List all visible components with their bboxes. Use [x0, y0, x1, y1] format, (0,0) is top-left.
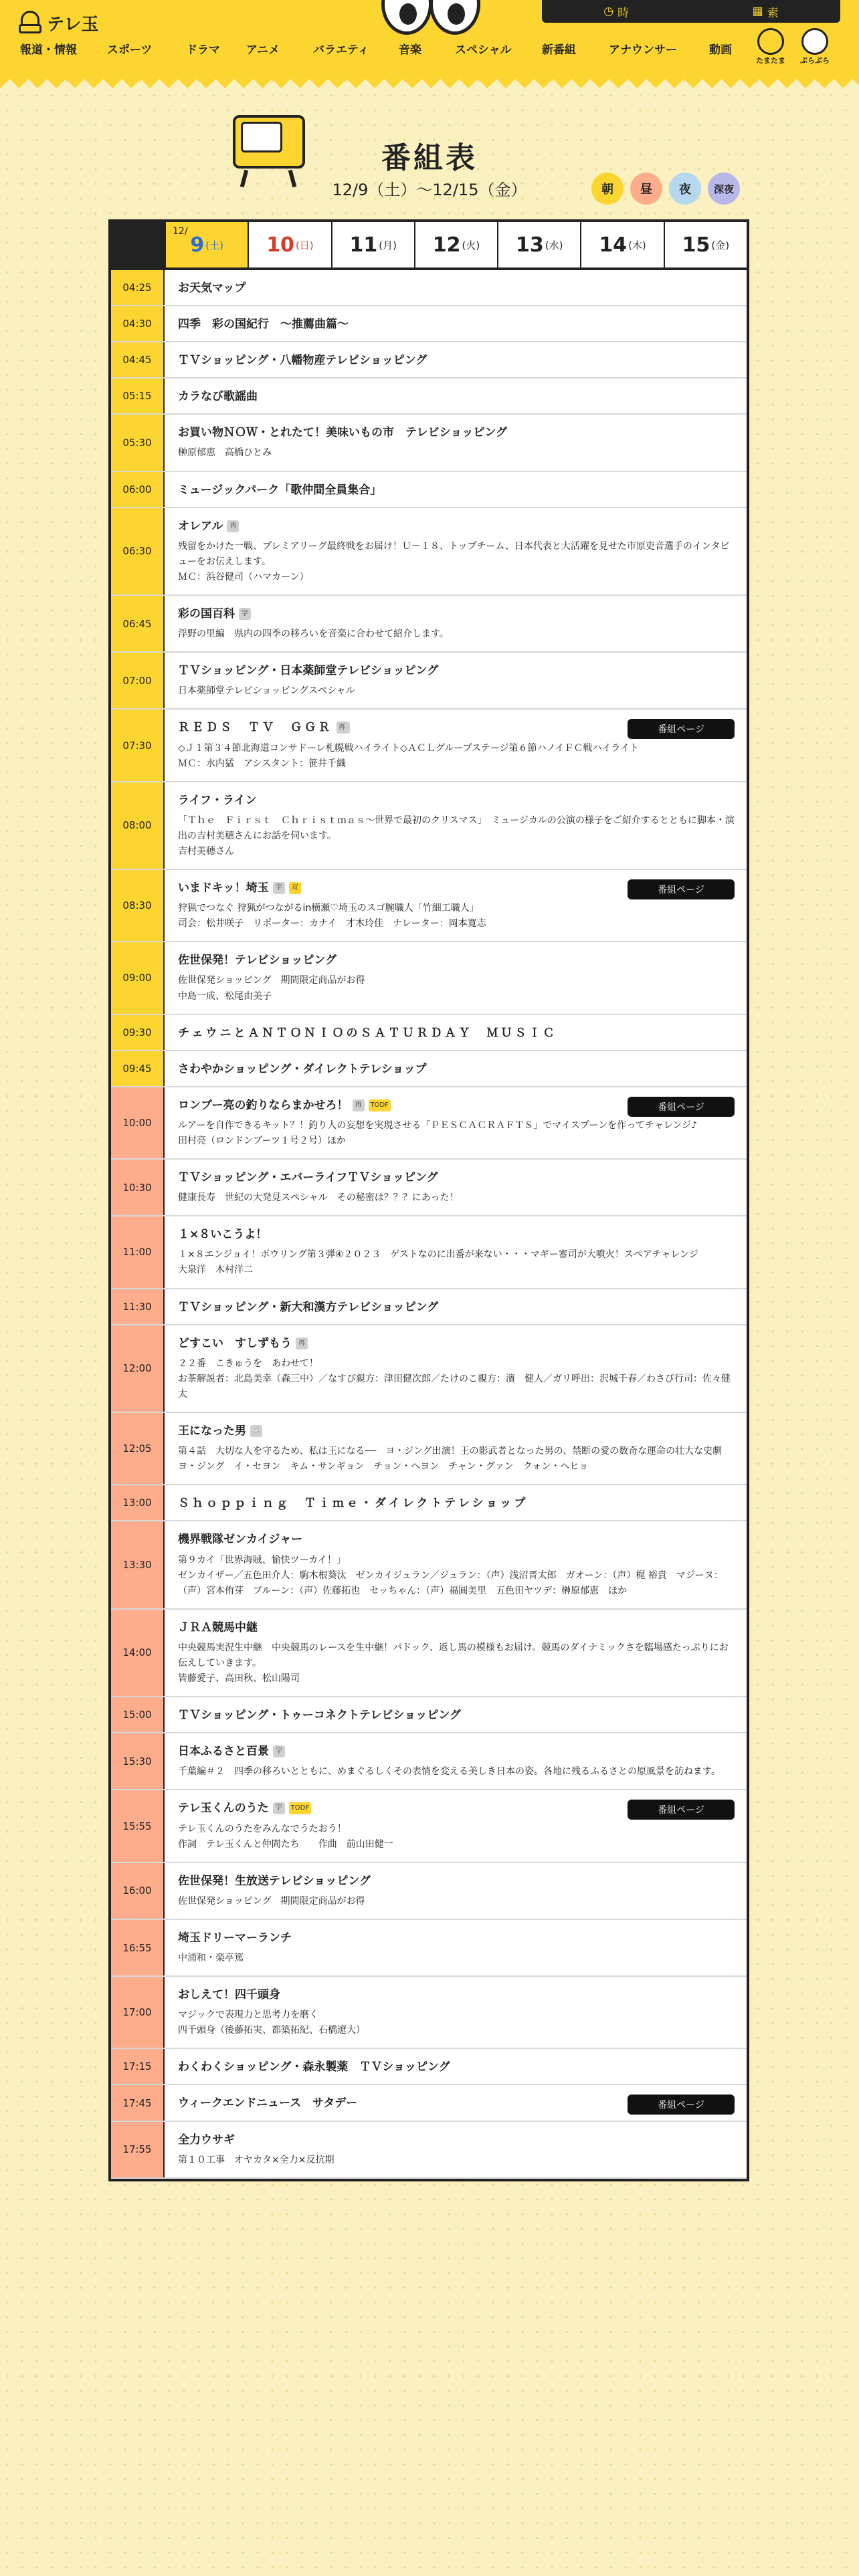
program-cell[interactable]: [165, 1733, 747, 1789]
program-title-text: どすこい すしずもう: [178, 1336, 292, 1350]
program-badge: 字: [273, 1745, 285, 1757]
day-tab[interactable]: [580, 222, 663, 267]
program-title[interactable]: [178, 1744, 735, 1759]
program-description: 日本薬師堂テレビショッピングスペシャル: [178, 685, 355, 697]
program-title-text: 機界戦隊ゼンカイジャー: [178, 1533, 303, 1547]
day-tab[interactable]: [331, 222, 414, 267]
program-description: 狩猟でつなぐ 狩猟がつながるin横瀬♡埼玉のスゴ腕職人「竹細工職人」: [178, 903, 479, 914]
nav-item[interactable]: 報道・情報: [20, 43, 77, 57]
program-cell[interactable]: [165, 270, 747, 305]
program-badge: 再: [337, 722, 350, 734]
tamatama-link[interactable]: たまたま: [756, 28, 785, 67]
program-time: 09:45: [111, 1051, 165, 1086]
program-cell[interactable]: [165, 1413, 747, 1484]
program-badge: TODF: [289, 1802, 311, 1814]
program-title[interactable]: [178, 1708, 735, 1723]
program-row: [111, 1610, 747, 1697]
program-title-text: いまドキッ！埼玉: [178, 881, 269, 895]
program-row: [111, 870, 747, 942]
date-range: 12/9（土）〜12/15（金）: [332, 181, 527, 199]
program-title[interactable]: [178, 1496, 735, 1511]
program-cell[interactable]: [165, 942, 747, 1013]
month-label: 12/: [173, 226, 188, 237]
program-row: [111, 1087, 747, 1160]
program-row: [111, 1015, 747, 1051]
header-zigzag: [0, 79, 859, 98]
program-title-text: カラなび歌謡曲: [178, 390, 258, 404]
program-title[interactable]: [178, 281, 735, 296]
program-title[interactable]: [178, 519, 735, 534]
site-logo[interactable]: [19, 9, 98, 36]
program-title[interactable]: [178, 1170, 735, 1185]
day-tab[interactable]: [165, 222, 248, 267]
program-description: 榊原郁恵 高橋ひとみ: [178, 447, 272, 459]
program-cell[interactable]: [165, 472, 747, 507]
program-cell[interactable]: [165, 1015, 747, 1050]
program-badge: 字: [239, 608, 251, 620]
nav-item[interactable]: スポーツ: [107, 43, 153, 57]
program-cell[interactable]: [165, 1160, 747, 1215]
mascot-eyes: [381, 0, 478, 35]
program-description: 中浦和・楽亭篤: [178, 1953, 244, 1963]
time-band-selector: [591, 173, 740, 205]
program-row: [111, 2085, 747, 2121]
program-time: 16:55: [111, 1920, 165, 1975]
program-title[interactable]: [178, 1620, 735, 1635]
program-row: [111, 1051, 747, 1087]
program-description: 「Ｔｈｅ Ｆｉｒｓｔ Ｃｈｒｉｓｔｍａｓ〜世界で最初のクリスマス」 ミュージカルの公演の様子をご紹介するとともに脚本・演出の吉村美穂さんにお話を伺います。: [178, 815, 735, 841]
program-time: 17:55: [111, 2122, 165, 2177]
program-title[interactable]: [178, 2133, 735, 2147]
program-title-text: ＴＶショッピング・新大和漢方テレビショッピング: [178, 1300, 439, 1314]
program-description: 司会：松井咲子 リポーター：カナイ 才木玲佳 ナレーター：岡本寛志: [178, 918, 486, 930]
nav-item[interactable]: 動画: [709, 43, 732, 57]
nav-item[interactable]: 音楽: [399, 43, 421, 57]
program-title[interactable]: [178, 389, 735, 404]
program-cell[interactable]: [165, 1697, 747, 1732]
right-eye-icon: [430, 0, 480, 35]
weekday-label: (日): [295, 239, 314, 251]
program-time: 14:00: [111, 1610, 165, 1696]
program-description: 第１０工事 オヤカタ×全力×反抗期: [178, 2154, 335, 2165]
program-time: 04:25: [111, 270, 165, 305]
program-row: [111, 1485, 747, 1521]
day-tab[interactable]: [248, 222, 330, 267]
purapura-icon: [801, 28, 828, 55]
weekday-label: (金): [711, 239, 730, 251]
program-title[interactable]: [178, 1336, 735, 1351]
program-time: 08:00: [111, 782, 165, 869]
program-title[interactable]: [178, 1026, 735, 1041]
day-number: 11: [349, 233, 378, 257]
nav-item[interactable]: ドラマ: [186, 43, 220, 57]
program-title[interactable]: [178, 663, 735, 678]
nav-item[interactable]: 新番組: [542, 43, 576, 57]
program-title-text: 佐世保発！生放送テレビショッピング: [178, 1874, 371, 1888]
program-title-text: 全力ウサギ: [178, 2133, 235, 2147]
program-title-text: 王になった男: [178, 1424, 246, 1438]
program-title[interactable]: [178, 1227, 735, 1242]
site-header: [0, 0, 859, 79]
program-row: [111, 1863, 747, 1920]
weekday-label: (木): [628, 239, 646, 251]
program-title[interactable]: [178, 1874, 735, 1889]
program-title-text: テレ玉くんのうた: [178, 1802, 269, 1816]
program-cell[interactable]: [165, 1977, 747, 2048]
weekday-label: (水): [545, 239, 563, 251]
program-time: 09:00: [111, 942, 165, 1013]
program-title-text: チェウニとＡＮＴＯＮＩＯのＳＡＴＵＲＤＡＹ ＭＵＳＩＣ: [178, 1026, 557, 1040]
program-row: [111, 1216, 747, 1289]
program-cell[interactable]: [165, 1610, 747, 1696]
program-row: [111, 379, 747, 415]
program-cell[interactable]: [165, 1790, 747, 1861]
program-time: 04:45: [111, 342, 165, 377]
program-time: 10:30: [111, 1160, 165, 1215]
program-cell[interactable]: [165, 1289, 747, 1324]
program-description: 大泉洋 木村洋二: [178, 1265, 253, 1276]
program-description: 第９カイ「世界海賊、愉快ツーカイ！」: [178, 1554, 346, 1566]
program-description: マジックで表現力と思考力を磨く: [178, 2010, 318, 2021]
program-time: 17:45: [111, 2085, 165, 2120]
program-description: テレ玉くんのうたをみんなでうたおう！: [178, 1823, 347, 1834]
program-time: 12:05: [111, 1413, 165, 1484]
time-band-0[interactable]: 朝: [591, 173, 624, 205]
program-title-text: ＴＶショッピング・日本薬師堂テレビショッピング: [178, 664, 439, 678]
program-row: [111, 1697, 747, 1733]
day-tab[interactable]: [664, 222, 747, 267]
nav-item[interactable]: バラエティ: [313, 43, 369, 57]
program-title-text: お買い物ＮＯＷ・とれたて！美味いもの市 テレビショッピング: [178, 426, 507, 440]
program-cell[interactable]: [165, 342, 747, 377]
program-badge: 再: [227, 520, 239, 532]
program-title-text: ミュージックパーク「歌仲間全員集合」: [178, 483, 382, 497]
program-cell[interactable]: [165, 2049, 747, 2084]
program-title-text: 埼玉ドリーマーランチ: [178, 1931, 292, 1945]
program-cell[interactable]: [165, 1325, 747, 1412]
program-time: 06:45: [111, 596, 165, 651]
program-row: [111, 942, 747, 1014]
program-title-text: Ｓｈｏｐｐｉｎｇ Ｔｉｍｅ・ダイレクトテレショップ: [178, 1497, 529, 1511]
program-row: [111, 1160, 747, 1216]
tamatama-icon: [757, 28, 784, 55]
program-time: 15:30: [111, 1733, 165, 1789]
day-tab[interactable]: [497, 222, 580, 267]
day-number: 14: [599, 233, 628, 257]
page-title: 番組表: [381, 141, 478, 175]
program-description: 中央競馬実況生中継 中央競馬のレースを生中継！パドック、返し馬の模様もお届け。競馬のダイナミックさを臨場感たっぷりにお伝えしていきます。: [178, 1642, 729, 1669]
program-title-text: ＲＥＤＳ ＴＶ ＧＧＲ: [178, 721, 332, 735]
program-title[interactable]: [178, 1062, 735, 1077]
program-badge: 再: [353, 1099, 365, 1111]
left-eye-icon: [381, 0, 432, 35]
program-row: [111, 1733, 747, 1790]
program-time: 15:00: [111, 1697, 165, 1732]
day-number: 15: [682, 233, 710, 257]
topbar-schedule-link[interactable]: ◷ 時: [603, 5, 630, 20]
program-description: 作詞 テレ玉くんと仲間たち 作曲 前山田健一: [178, 1838, 393, 1850]
program-cell[interactable]: [165, 2085, 747, 2120]
program-title-text: わくわくショッピング・森永製薬 ＴＶショッピング: [178, 2060, 450, 2074]
nav-item[interactable]: スペシャル: [455, 43, 512, 57]
program-cell[interactable]: [165, 2122, 747, 2177]
program-description: ＭＣ：水内猛 アシスタント：笹井千織: [178, 758, 347, 769]
program-row: [111, 1920, 747, 1977]
weekday-label: (土): [205, 239, 223, 251]
program-time: 10:00: [111, 1087, 165, 1158]
program-page-button[interactable]: 番組ページ: [628, 879, 735, 899]
program-row: [111, 1289, 747, 1325]
program-title[interactable]: [178, 317, 735, 332]
time-band-2[interactable]: 夜: [669, 173, 701, 205]
program-time: 17:00: [111, 1977, 165, 2048]
program-description: 健康長寿 世紀の大発見スペシャル その秘密は？？？にあった！: [178, 1192, 459, 1204]
program-title[interactable]: [178, 425, 735, 440]
program-title[interactable]: [178, 1300, 735, 1315]
program-row: [111, 782, 747, 870]
program-badge: 字: [273, 882, 285, 894]
program-title[interactable]: [178, 1532, 735, 1547]
program-description: 田村亮（ロンドンブーツ１号２号）ほか: [178, 1136, 347, 1146]
program-cell[interactable]: [165, 1051, 747, 1086]
program-cell[interactable]: [165, 415, 747, 470]
day-tabs: [111, 222, 747, 270]
program-row: [111, 508, 747, 596]
program-time: 16:00: [111, 1863, 165, 1919]
program-time: 11:00: [111, 1216, 165, 1287]
program-description: 佐世保発ショッピング 期間限定商品がお得: [178, 975, 365, 986]
program-time: 05:15: [111, 379, 165, 413]
program-badge: 双: [289, 882, 301, 894]
program-row: [111, 653, 747, 710]
program-badge: TODF: [369, 1099, 391, 1111]
program-title-text: ライフ・ライン: [178, 793, 257, 807]
program-time: 07:30: [111, 710, 165, 780]
program-cell[interactable]: [165, 710, 747, 780]
program-time: 06:30: [111, 508, 165, 595]
program-page-button[interactable]: 番組ページ: [628, 1800, 735, 1820]
program-title[interactable]: [178, 953, 735, 968]
program-badge: 二: [250, 1425, 262, 1437]
program-time: 17:15: [111, 2049, 165, 2084]
program-row: [111, 596, 747, 653]
clock-icon: ◷: [603, 5, 614, 18]
program-description: ルアーを自作できるキット？！釣り人の妄想を実現させる「ＰＥＳＣＡＣＲＡＦＴＳ」でマイスプーンを作ってチャレンジ♪: [178, 1119, 697, 1131]
program-title-text: ＪＲＡ競馬中継: [178, 1620, 258, 1634]
program-description: 中島一成、松尾由美子: [178, 990, 272, 1002]
program-time: 13:30: [111, 1521, 165, 1608]
logo-text: テレ玉: [47, 14, 99, 35]
program-description: 千葉編＃２ 四季の移ろいとともに、めまぐるしくその表情を変える美しき日本の姿。各地に残るふるさとの原風景を訪ねます。: [178, 1766, 721, 1778]
program-row: [111, 2122, 747, 2179]
program-title-text: ＴＶショッピング・トゥーコネクトテレビショッピング: [178, 1709, 461, 1723]
program-cell[interactable]: [165, 653, 747, 708]
program-cell[interactable]: [165, 870, 747, 941]
program-description: ２２番 こきゅうを あわせて！: [178, 1358, 318, 1369]
nav-icon-links: [756, 28, 830, 67]
program-description: 浮野の里編 県内の四季の移ろいを音楽に合わせて紹介します。: [178, 629, 449, 640]
program-cell[interactable]: [165, 508, 747, 595]
program-description: １×８エンジョイ！ボウリング第３弾④２０２３ ゲストなのに出番が来ない・・・マギー審司が大噴火！スペアチャレンジ: [178, 1249, 698, 1261]
program-row: [111, 306, 747, 342]
program-row: [111, 472, 747, 508]
program-description: 佐世保発ショッピング 期間限定商品がお得: [178, 1895, 365, 1907]
program-page-button[interactable]: 番組ページ: [628, 2095, 735, 2115]
program-row: [111, 710, 747, 782]
program-time: 13:00: [111, 1485, 165, 1520]
program-title[interactable]: [178, 2060, 735, 2074]
program-title-text: 四季 彩の国紀行 〜推薦曲篇〜: [178, 318, 349, 332]
program-description: ◇Ｊ１第３４節北海道コンサドーレ札幌戦ハイライト◇ＡＣＬグループステージ第６節ハノイＦＣ戦ハイライト: [178, 742, 639, 754]
grid-corner: [111, 222, 165, 267]
program-row: [111, 1790, 747, 1862]
program-title-text: １×８いこうよ！: [178, 1228, 268, 1242]
program-row: [111, 415, 747, 471]
nav-item[interactable]: アナウンサー: [609, 43, 677, 57]
program-title-text: ＴＶショッピング・八幡物産テレビショッピング: [178, 354, 427, 368]
program-row: [111, 1521, 747, 1609]
program-time: 09:30: [111, 1015, 165, 1050]
program-time: 06:00: [111, 472, 165, 507]
day-number: 13: [516, 233, 544, 257]
program-title-text: お天気マップ: [178, 282, 246, 295]
top-utility-bar: [542, 0, 840, 23]
program-title-text: 日本ふるさと百景: [178, 1745, 269, 1759]
program-description: 吉村美穂さん: [178, 845, 234, 857]
program-title[interactable]: [178, 483, 735, 498]
program-list: [111, 270, 747, 2179]
program-row: [111, 2049, 747, 2085]
day-number: 10: [266, 233, 294, 257]
program-description: ＭＣ：浜谷健司（ハマカーン）: [178, 571, 309, 582]
program-row: [111, 342, 747, 379]
program-description: 四千頭身（後藤拓実、都築拓紀、石橋遼大）: [178, 2025, 365, 2036]
program-time: 15:55: [111, 1790, 165, 1861]
program-cell[interactable]: [165, 1920, 747, 1975]
program-cell[interactable]: [165, 1521, 747, 1608]
program-title[interactable]: [178, 1931, 735, 1945]
day-tab[interactable]: [414, 222, 497, 267]
program-title-text: おしえて！四千頭身: [178, 1988, 280, 2002]
program-time: 05:30: [111, 415, 165, 470]
program-description: 皆藤愛子、高田秋、松山陽司: [178, 1673, 300, 1685]
weekday-label: (火): [462, 239, 480, 251]
program-cell[interactable]: [165, 1485, 747, 1520]
nav-item[interactable]: アニメ: [246, 43, 280, 57]
day-number: 9: [190, 233, 205, 257]
program-time: 12:00: [111, 1325, 165, 1412]
time-band-3[interactable]: 深夜: [708, 173, 740, 205]
program-cell[interactable]: [165, 1863, 747, 1919]
program-time: 07:00: [111, 653, 165, 708]
program-time: 08:30: [111, 870, 165, 941]
program-row: [111, 270, 747, 306]
program-title-text: オレアル: [178, 519, 223, 533]
program-cell[interactable]: [165, 1216, 747, 1287]
grid-icon: ▦: [752, 5, 763, 18]
program-cell[interactable]: [165, 1087, 747, 1158]
program-description: お茶解説者：北島美幸（森三中）／なすび親方：津田健次郎／たけのこ親方：濱 健人／ガリ呼出：沢城千春／わさび行司：佐々健太: [178, 1373, 731, 1400]
mascot-icon: [19, 9, 41, 36]
program-title-text: さわやかショッピング・ダイレクトテレショップ: [178, 1062, 427, 1076]
program-title-text: ＴＶショッピング・エバーライフＴＶショッピング: [178, 1171, 438, 1185]
program-description: ヨ・ジング イ・セヨン キム・サンギョン チョン・ヘヨン チャン・グァン クォン・ヘヒョ: [178, 1461, 589, 1473]
program-title[interactable]: [178, 1424, 735, 1438]
program-time: 11:30: [111, 1289, 165, 1324]
program-cell[interactable]: [165, 596, 747, 651]
program-page-button[interactable]: 番組ページ: [628, 719, 735, 739]
schedule-grid: [108, 219, 749, 2181]
program-description: 第４話 大切な人を守るため、私は王になる── ヨ・ジング出演！王の影武者となった男の、禁断の愛の数奇な運命の壮大な史劇: [178, 1446, 723, 1457]
program-title[interactable]: [178, 793, 735, 808]
program-page-button[interactable]: 番組ページ: [628, 1097, 735, 1117]
program-badge: 再: [296, 1337, 308, 1350]
program-row: [111, 1977, 747, 2049]
program-title[interactable]: [178, 607, 735, 621]
program-cell[interactable]: [165, 782, 747, 869]
program-row: [111, 1325, 747, 1413]
program-description: 残留をかけた一戦、プレミアリーグ最終戦をお届け！Ｕ－１８、トップチーム、日本代表と大活躍を見せた市原吏音選手のインタビューをお伝えします。: [178, 540, 730, 567]
program-time: 04:30: [111, 306, 165, 341]
program-description: ゼンカイザー／五色田介人：駒木根葵汰 ゼンカイジュラン／ジュラン：（声）浅沼晋太郎 ガオーン：（声）梶 裕貴 マジーヌ：（声）宮本侑芽 ブルーン：（声）佐藤拓也 セッちゃん：（声）福圓美里 五色田ヤツデ：榊原郁恵 ほか: [178, 1570, 723, 1596]
program-title-text: 彩の国百科: [178, 607, 235, 621]
program-cell[interactable]: [165, 306, 747, 341]
program-badge: 字: [273, 1802, 285, 1814]
program-row: [111, 1413, 747, 1485]
purapura-link[interactable]: ぷらぷら: [800, 28, 830, 67]
program-title-text: ウィークエンドニュース サタデー: [178, 2097, 358, 2111]
program-cell[interactable]: [165, 379, 747, 413]
program-title-text: ロンブー亮の釣りならまかせろ！: [178, 1098, 349, 1112]
topbar-search-link[interactable]: ▦ 索: [752, 5, 779, 20]
program-title[interactable]: [178, 1988, 735, 2002]
program-title-text: 佐世保発！テレビショッピング: [178, 954, 337, 968]
time-band-1[interactable]: 昼: [630, 173, 662, 205]
weekday-label: (月): [379, 239, 397, 251]
program-title[interactable]: [178, 353, 735, 368]
day-number: 12: [432, 233, 461, 257]
